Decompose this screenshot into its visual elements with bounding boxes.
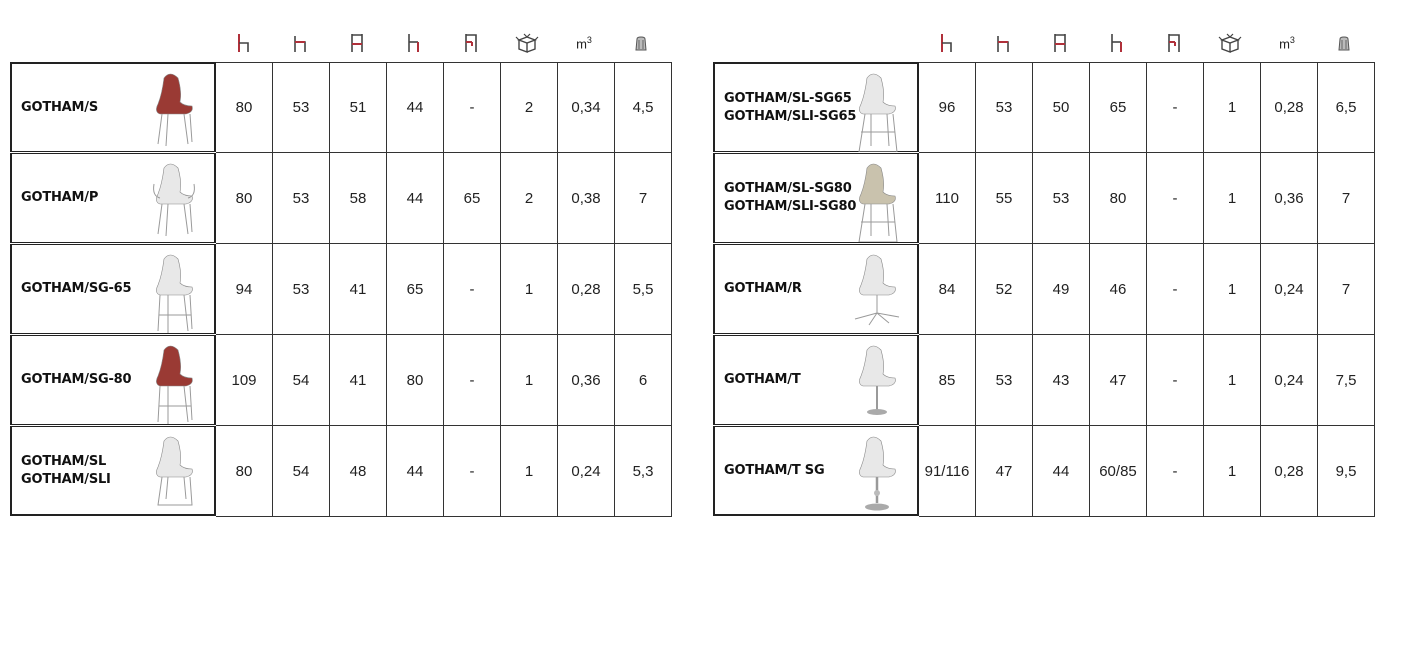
value-cell: -	[1147, 426, 1204, 517]
product-name	[21, 64, 98, 151]
table-row	[10, 244, 672, 335]
table-row	[10, 426, 672, 517]
product-cell	[10, 62, 216, 152]
value-cell: -	[444, 426, 501, 517]
product-name-line: GOTHAM/SG-65	[21, 281, 132, 296]
value-cell: 53	[273, 62, 330, 153]
value-cell: 44	[1033, 426, 1090, 517]
product-name-line: GOTHAM/SL	[21, 453, 107, 469]
value-cell: 58	[330, 153, 387, 244]
product-name-line: GOTHAM/SL-SG80	[724, 181, 852, 196]
chair-image	[146, 253, 202, 329]
value-cell: -	[1147, 153, 1204, 244]
value-cell: 52	[976, 244, 1033, 335]
value-cell: 55	[976, 153, 1033, 244]
chair-image	[146, 344, 202, 420]
value-cell: 44	[387, 426, 444, 517]
product-cell	[713, 153, 919, 243]
value-cell: 53	[976, 335, 1033, 426]
product-cell	[10, 426, 216, 516]
value-cell: 65	[387, 244, 444, 335]
chair-image	[849, 72, 905, 148]
value-cell: 0,34	[558, 62, 615, 153]
right-spec-panel	[713, 24, 1375, 517]
product-cell	[10, 153, 216, 243]
volume-exponent: 3	[1289, 34, 1295, 45]
table-row	[713, 335, 1375, 426]
chair-image	[849, 435, 905, 511]
value-cell: 1	[501, 244, 558, 335]
value-cell: 1	[501, 426, 558, 517]
product-name-line: GOTHAM/S	[21, 99, 98, 115]
width-icon	[975, 24, 1032, 62]
value-cell: 1	[501, 335, 558, 426]
package-icon	[499, 24, 556, 62]
value-cell: 6,5	[1318, 62, 1375, 153]
product-name	[724, 336, 800, 424]
value-cell: 41	[330, 335, 387, 426]
height-icon	[215, 24, 272, 62]
table-row	[10, 335, 672, 426]
value-cell: 7,5	[1318, 335, 1375, 426]
depth-icon	[1032, 24, 1089, 62]
product-name	[21, 427, 111, 514]
product-cell	[713, 244, 919, 334]
product-name-line: GOTHAM/R	[724, 281, 802, 296]
product-name-line: GOTHAM/SLI	[21, 471, 111, 487]
product-name	[21, 245, 131, 333]
table-row	[10, 62, 672, 153]
value-cell: 0,24	[1261, 335, 1318, 426]
value-cell: 7	[1318, 244, 1375, 335]
chair-image	[146, 162, 202, 238]
value-cell: 80	[216, 62, 273, 153]
volume-header	[1259, 24, 1316, 62]
product-cell	[713, 62, 919, 152]
value-cell: -	[1147, 335, 1204, 426]
product-name-line: GOTHAM/T SG	[724, 462, 825, 478]
value-cell: 44	[387, 62, 444, 153]
value-cell: 53	[273, 153, 330, 244]
value-cell: 43	[1033, 335, 1090, 426]
value-cell: 44	[387, 153, 444, 244]
package-icon	[1202, 24, 1259, 62]
value-cell: 1	[1204, 62, 1261, 153]
height-icon	[918, 24, 975, 62]
armrest-height-icon	[442, 24, 499, 62]
value-cell: 80	[216, 153, 273, 244]
armrest-height-icon	[1145, 24, 1202, 62]
product-cell	[713, 335, 919, 425]
chair-image	[146, 72, 202, 148]
left-spec-panel	[10, 24, 672, 517]
value-cell: 54	[273, 335, 330, 426]
value-cell: 85	[919, 335, 976, 426]
product-cell	[713, 426, 919, 516]
table-row	[713, 62, 1375, 153]
value-cell: 94	[216, 244, 273, 335]
value-cell: 49	[1033, 244, 1090, 335]
product-cell	[10, 244, 216, 334]
value-cell: 7	[1318, 153, 1375, 244]
value-cell: 47	[976, 426, 1033, 517]
value-cell: 96	[919, 62, 976, 153]
chair-image	[146, 435, 202, 511]
value-cell: 80	[387, 335, 444, 426]
table-row	[713, 153, 1375, 244]
value-cell: 0,36	[1261, 153, 1318, 244]
product-name	[724, 427, 824, 514]
chair-image	[849, 344, 905, 420]
value-cell: 0,24	[558, 426, 615, 517]
value-cell: 47	[1090, 335, 1147, 426]
table-row	[713, 244, 1375, 335]
volume-unit: m	[1279, 36, 1290, 52]
spec-table-left	[10, 62, 672, 517]
value-cell: 0,28	[558, 244, 615, 335]
weight-icon	[1315, 24, 1372, 62]
value-cell: 110	[919, 153, 976, 244]
volume-header	[556, 24, 613, 62]
value-cell: 60/85	[1090, 426, 1147, 517]
value-cell: 1	[1204, 244, 1261, 335]
value-cell: -	[1147, 244, 1204, 335]
value-cell: 84	[919, 244, 976, 335]
value-cell: 6	[615, 335, 672, 426]
product-name	[21, 336, 131, 424]
value-cell: 1	[1204, 335, 1261, 426]
seat-height-icon	[385, 24, 442, 62]
value-cell: 41	[330, 244, 387, 335]
product-name	[724, 64, 856, 151]
seat-height-icon	[1088, 24, 1145, 62]
spec-table-right	[713, 62, 1375, 517]
header-row	[10, 24, 672, 62]
value-cell: 65	[444, 153, 501, 244]
volume-exponent: 3	[586, 34, 592, 45]
width-icon	[272, 24, 329, 62]
value-cell: 53	[273, 244, 330, 335]
value-cell: 5,3	[615, 426, 672, 517]
value-cell: 1	[1204, 426, 1261, 517]
chair-image	[849, 162, 905, 238]
value-cell: -	[444, 335, 501, 426]
value-cell: 53	[976, 62, 1033, 153]
value-cell: 65	[1090, 62, 1147, 153]
product-name	[724, 245, 802, 333]
value-cell: 2	[501, 153, 558, 244]
value-cell: -	[1147, 62, 1204, 153]
value-cell: 46	[1090, 244, 1147, 335]
value-cell: 1	[1204, 153, 1261, 244]
value-cell: 0,36	[558, 335, 615, 426]
value-cell: 54	[273, 426, 330, 517]
value-cell: 48	[330, 426, 387, 517]
value-cell: 50	[1033, 62, 1090, 153]
product-name-line: GOTHAM/SL-SG65	[724, 90, 852, 106]
value-cell: 80	[1090, 153, 1147, 244]
value-cell: 4,5	[615, 62, 672, 153]
value-cell: 0,28	[1261, 62, 1318, 153]
product-cell	[10, 335, 216, 425]
value-cell: -	[444, 62, 501, 153]
weight-icon	[612, 24, 669, 62]
product-name-line: GOTHAM/P	[21, 190, 99, 205]
chair-image	[849, 253, 905, 329]
value-cell: 0,24	[1261, 244, 1318, 335]
value-cell: 2	[501, 62, 558, 153]
product-name-line: GOTHAM/SLI-SG65	[724, 108, 857, 124]
table-row	[713, 426, 1375, 517]
value-cell: 51	[330, 62, 387, 153]
value-cell: 9,5	[1318, 426, 1375, 517]
value-cell: 53	[1033, 153, 1090, 244]
product-name-line: GOTHAM/SG-80	[21, 372, 132, 387]
product-name	[724, 154, 856, 242]
depth-icon	[329, 24, 386, 62]
product-name-line: GOTHAM/T	[724, 372, 801, 387]
volume-unit: m	[576, 36, 587, 52]
product-name-line: GOTHAM/SLI-SG80	[724, 199, 857, 214]
value-cell: 5,5	[615, 244, 672, 335]
value-cell: 109	[216, 335, 273, 426]
product-name	[21, 154, 98, 242]
value-cell: 80	[216, 426, 273, 517]
value-cell: 0,38	[558, 153, 615, 244]
header-row	[713, 24, 1375, 62]
table-row	[10, 153, 672, 244]
value-cell: 7	[615, 153, 672, 244]
value-cell: -	[444, 244, 501, 335]
value-cell: 0,28	[1261, 426, 1318, 517]
value-cell: 91/116	[919, 426, 976, 517]
